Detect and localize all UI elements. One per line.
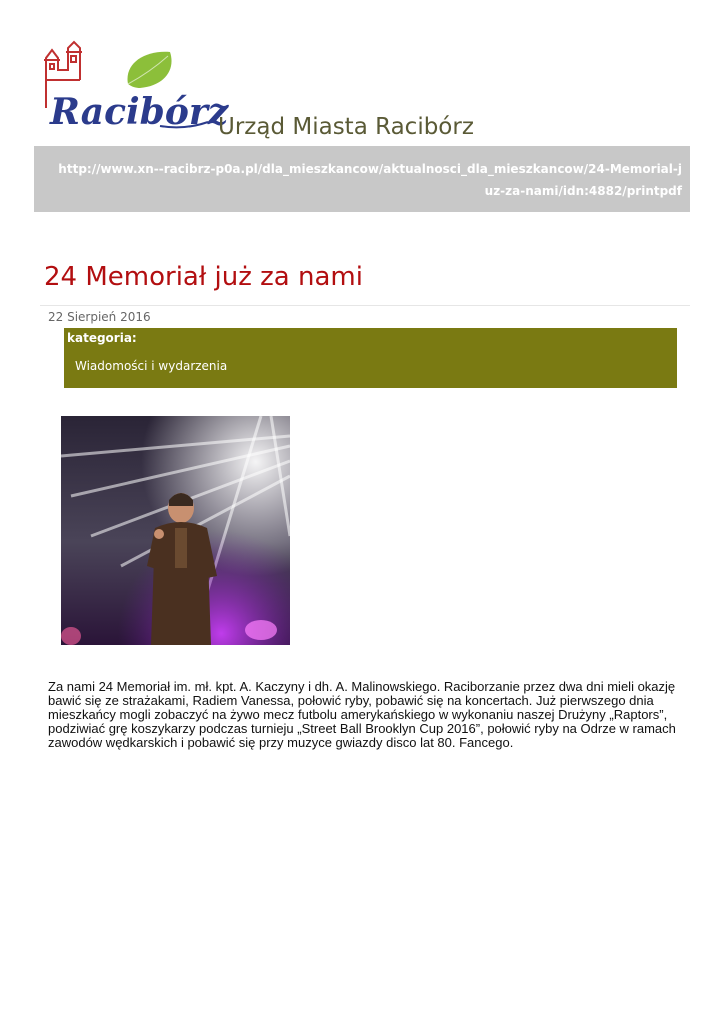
article-body: Za nami 24 Memoriał im. mł. kpt. A. Kaczyny i dh. A. Malinowskiego. Raciborzanie przez dwa dni mieli okazję bawić się ze strażakami, Radiem Vanessa, połowić ryby, pobawić się na koncertach. Już pierwszego dnia mieszkańcy mogli zobaczyć na żywo mecz futbolu amerykańskiego w wykonaniu naszej Drużyny „Raptors”, podziwiać grę koszykarzy podczas turnieju „Street Ball Brooklyn Cup 2016”, połowić ryby na Odrze w ramach zawodów wędkarskich i pobawić się przy muzyce gwiazdy disco lat 80. Fancego.	[48, 679, 676, 750]
category-label: kategoria:	[67, 331, 137, 345]
source-url-bar	[34, 146, 690, 212]
city-logo-graphic	[40, 40, 229, 133]
article-photo	[61, 416, 290, 645]
article-title: 24 Memoriał już za nami	[44, 262, 363, 292]
title-divider	[40, 305, 690, 306]
category-box	[64, 328, 677, 388]
concert-photo-graphic	[61, 416, 290, 645]
article-date: 22 Sierpień 2016	[48, 310, 151, 324]
logo-wordmark: Racibórz	[50, 91, 229, 133]
source-url-line-2[interactable]: uz-za-nami/idn:4882/printpdf	[484, 184, 682, 198]
city-logo	[40, 40, 229, 133]
source-url-line-1[interactable]: http://www.xn--racibrz-p0a.pl/dla_mieszkancow/aktualnosci_dla_mieszkancow/24-Memorial-j	[58, 162, 682, 176]
site-name: Urząd Miasta Racibórz	[218, 114, 474, 140]
category-value[interactable]: Wiadomości i wydarzenia	[75, 359, 228, 373]
